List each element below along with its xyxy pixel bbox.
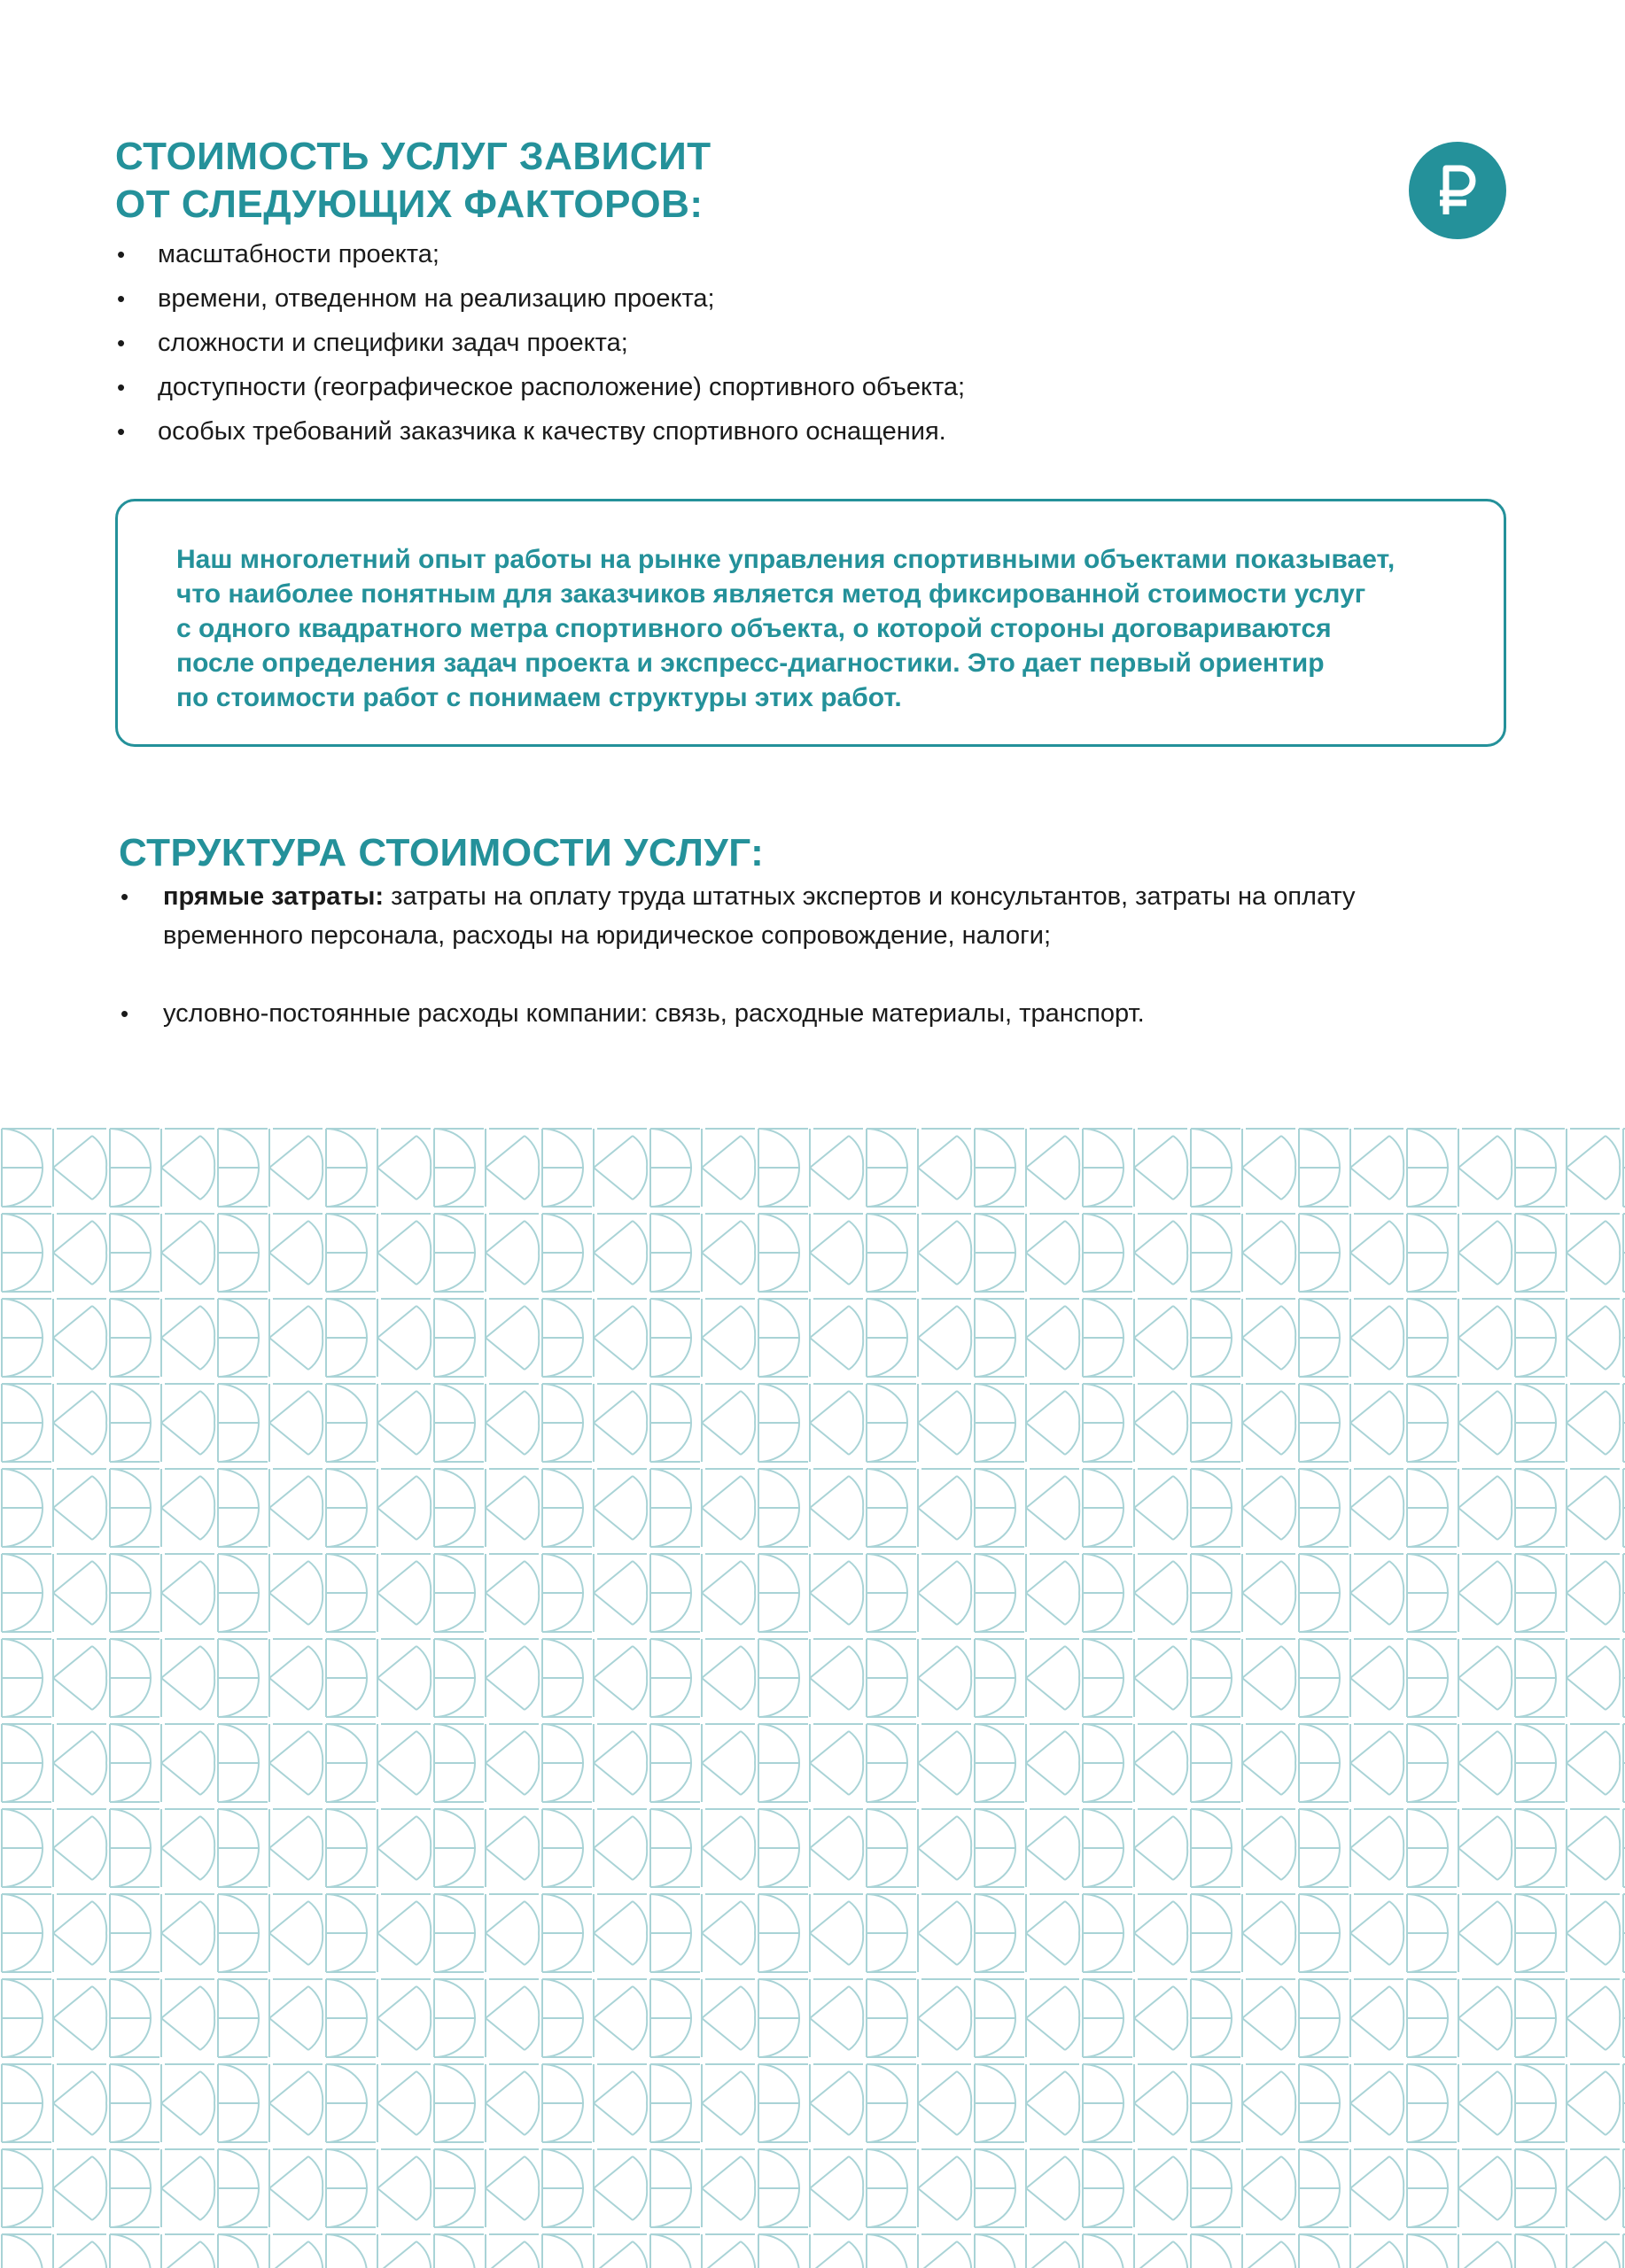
list-item [115, 232, 965, 276]
note-line: с одного квадратного метра спортивного объекта, о которой стороны договариваются [176, 614, 1332, 643]
factors-heading [115, 133, 711, 229]
list-item [115, 276, 965, 321]
list-item [115, 365, 965, 409]
bullet-icon: • [117, 374, 126, 400]
pattern-fill [0, 1125, 1625, 2268]
bullet-icon: • [117, 285, 126, 312]
geometric-pattern [0, 1125, 1625, 2268]
note-line: по стоимости работ с понимаем структуры этих работ. [176, 683, 902, 712]
ruble-icon [1409, 142, 1506, 239]
structure-text: затраты на оплату труда штатных экспертов и консультантов, затраты на оплату [384, 882, 1356, 911]
factors-heading-line-2: ОТ СЛЕДУЮЩИХ ФАКТОРОВ: [115, 183, 704, 226]
note-text [176, 542, 1450, 715]
factor-text: сложности и специфики задач проекта; [158, 329, 628, 357]
note-line: после определения задач проекта и экспресс-диагностики. Это дает первый ориентир [176, 649, 1325, 678]
bullet-icon: • [117, 241, 126, 268]
factor-text: масштабности проекта; [158, 240, 439, 268]
factors-list [115, 232, 965, 454]
structure-term: прямые затраты: [163, 882, 385, 911]
ruble-glyph [1433, 163, 1482, 218]
structure-heading: СТРУКТУРА СТОИМОСТИ УСЛУГ: [119, 831, 765, 874]
note-line: Наш многолетний опыт работы на рынке управления спортивными объектами показывает, [176, 545, 1396, 574]
note-callout-box [115, 499, 1506, 747]
factor-text: времени, отведенном на реализацию проекта; [158, 284, 715, 313]
bullet-icon: • [117, 330, 126, 356]
structure-text: условно-постоянные расходы компании: связь, расходные материалы, транспорт. [163, 999, 1145, 1028]
structure-list [119, 877, 1501, 1033]
list-item [119, 877, 1501, 955]
list-item [119, 994, 1501, 1033]
factor-text: особых требований заказчика к качеству спортивного оснащения. [158, 417, 946, 446]
bullet-icon: • [121, 883, 129, 910]
list-item [115, 321, 965, 365]
structure-line [163, 877, 1501, 916]
list-item [115, 409, 965, 454]
note-line: что наиболее понятным для заказчиков является метод фиксированной стоимости услуг [176, 579, 1366, 609]
factor-text: доступности (географическое расположение) спортивного объекта; [158, 373, 966, 401]
structure-line: временного персонала, расходы на юридическое сопровождение, налоги; [163, 921, 1052, 950]
bullet-icon: • [117, 418, 126, 445]
bullet-icon: • [121, 1000, 129, 1027]
factors-heading-line-1: СТОИМОСТЬ УСЛУГ ЗАВИСИТ [115, 135, 711, 178]
